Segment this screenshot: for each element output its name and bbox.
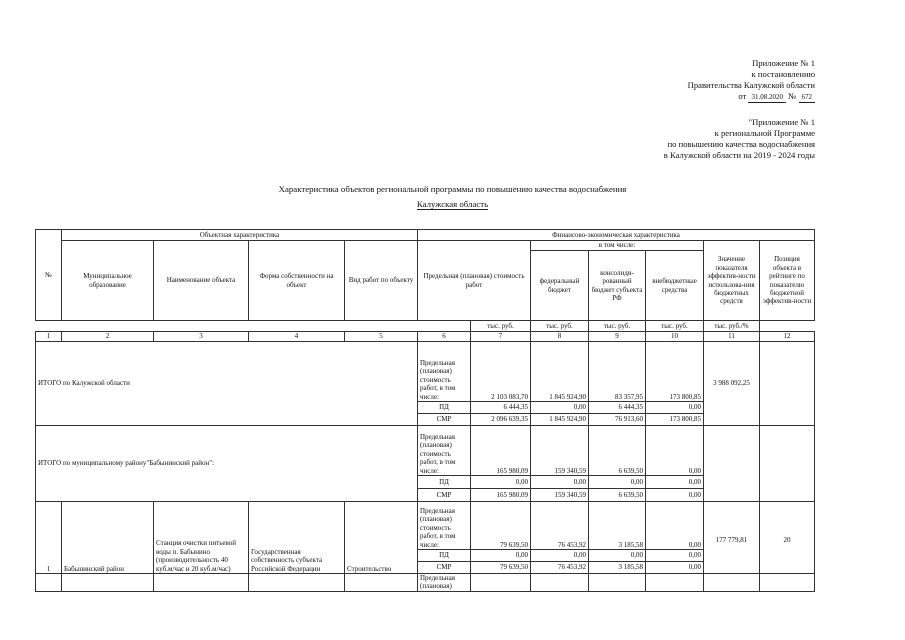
total-region-label: ИТОГО по Калужской области: [36, 342, 418, 426]
program-appendix-line-1: "Приложение № 1: [748, 117, 815, 127]
header-including: в том числе:: [531, 241, 704, 251]
total-region-smr-consolidated: 76 913,60: [589, 414, 646, 426]
pd-label: ПД: [418, 476, 471, 489]
cell: [345, 574, 418, 592]
cell: [249, 574, 345, 592]
object-ownership: Государственная собственность субъекта Российской Федерации: [249, 502, 345, 574]
total-region-pd-federal: 0,00: [531, 402, 589, 414]
total-district-indicator: [704, 426, 760, 502]
object-federal: 76 453,92: [531, 502, 589, 550]
cost-total-label: Предельная (плановая) стоимость работ, в том числе:: [418, 342, 471, 402]
unit-col-10: тыс. руб.: [646, 321, 704, 332]
total-region-pd-cost: 6 444,35: [471, 402, 531, 414]
total-region-federal: 1 845 924,90: [531, 342, 589, 402]
header-federal: федеральный бюджет: [531, 251, 589, 321]
total-region-consolidated: 83 357,95: [589, 342, 646, 402]
col-number: 5: [345, 332, 418, 342]
col-number: 3: [154, 332, 249, 342]
col-number: 9: [589, 332, 646, 342]
header-consolidated: консолиди-рованный бюджет субъекта РФ: [589, 251, 646, 321]
program-appendix-line-3: по повышению качества водоснабжения: [667, 139, 815, 149]
header-ownership: Форма собственности на объект: [249, 241, 345, 321]
objects-table: [35, 229, 815, 592]
cell: [471, 574, 531, 592]
appendix-line-2: к постановлению: [751, 69, 815, 79]
total-district-label: ИТОГО по муниципальному району"Бабынинский район":: [36, 426, 418, 502]
cell: [62, 574, 154, 592]
col-number: 6: [418, 332, 471, 342]
smr-label: СМР: [418, 489, 471, 502]
smr-label: СМР: [418, 414, 471, 426]
cell: [646, 574, 704, 592]
unit-col-11: тыс. руб./%: [704, 321, 760, 332]
object-pd-cost: 0,00: [471, 550, 531, 562]
total-district-federal: 159 340,59: [531, 426, 589, 476]
object-work-type: Строительство: [345, 502, 418, 574]
total-district-pd-federal: 0,00: [531, 476, 589, 489]
cell: [760, 574, 815, 592]
total-district-smr-cost: 165 980,09: [471, 489, 531, 502]
table-row: [36, 426, 815, 476]
object-name: Станция очистки питьевой воды п. Бабынино (производительность 40 куб.м/час и 20 куб.м/час): [154, 502, 249, 574]
header-max-cost: Предельная (плановая) стоимость работ: [418, 241, 531, 321]
table-row: [36, 502, 815, 550]
cell: [589, 574, 646, 592]
total-region-smr-extrabudget: 173 800,85: [646, 414, 704, 426]
appendix-block: [688, 58, 815, 103]
cost-total-label: Предельная (плановая) стоимость работ, в том числе:: [418, 502, 471, 550]
object-cost: 79 639,50: [471, 502, 531, 550]
object-position: 20: [760, 502, 815, 574]
document-region: [0, 199, 905, 209]
date-prefix: от: [738, 91, 747, 101]
decree-number: 672: [799, 93, 816, 103]
unit-col-8: тыс. руб.: [531, 321, 589, 332]
total-region-cost: 2 103 083,70: [471, 342, 531, 402]
column-number-row: [36, 332, 815, 342]
total-region-smr-cost: 2 096 639,35: [471, 414, 531, 426]
total-region-smr-federal: 1 845 924,90: [531, 414, 589, 426]
decree-date: 31.08.2020: [748, 93, 786, 103]
total-district-smr-federal: 159 340,59: [531, 489, 589, 502]
col-number: 10: [646, 332, 704, 342]
region-name: Калужская область: [416, 199, 489, 209]
object-indicator: 177 779,81: [704, 502, 760, 574]
next-row-label: Предельная (плановая): [418, 574, 471, 592]
unit-col-7: тыс. руб.: [471, 321, 531, 332]
header-object-characteristics: Объектная характеристика: [62, 230, 418, 241]
table-row: [36, 342, 815, 402]
col-number: 11: [704, 332, 760, 342]
total-district-smr-extrabudget: 0,00: [646, 489, 704, 502]
total-region-extrabudget: 173 800,85: [646, 342, 704, 402]
total-district-smr-consolidated: 6 639,50: [589, 489, 646, 502]
col-number: 8: [531, 332, 589, 342]
appendix-line-3: Правительства Калужской области: [687, 80, 815, 90]
smr-label: СМР: [418, 562, 471, 574]
object-pd-consolidated: 0,00: [589, 550, 646, 562]
header-extrabudget: внебюджетные средства: [646, 251, 704, 321]
col-number: 12: [760, 332, 815, 342]
object-consolidated: 3 185,58: [589, 502, 646, 550]
header-position: Позиция объекта в рейтинге по показателю бюджетной эффектив-ности: [760, 241, 815, 321]
total-region-position: [760, 342, 815, 426]
total-district-extrabudget: 0,00: [646, 426, 704, 476]
program-appendix-line-4: в Калужской области на 2019 - 2024 годы: [663, 150, 815, 160]
object-pd-federal: 0,00: [531, 550, 589, 562]
col-number: 4: [249, 332, 345, 342]
cell: [154, 574, 249, 592]
header-num: №: [36, 230, 62, 321]
document-title: Характеристика объектов региональной программы по повышению качества водоснабжения: [278, 184, 627, 194]
program-appendix-line-2: к региональной Программе: [714, 128, 815, 138]
total-district-position: [760, 426, 815, 502]
object-smr-extrabudget: 0,00: [646, 562, 704, 574]
total-district-pd-extrabudget: 0,00: [646, 476, 704, 489]
total-district-cost: 165 980,09: [471, 426, 531, 476]
object-pd-extrabudget: 0,00: [646, 550, 704, 562]
cost-total-label: Предельная (плановая) стоимость работ, в том числе:: [418, 426, 471, 476]
header-municipality: Муниципальное образование: [62, 241, 154, 321]
unit-col-9: тыс. руб.: [589, 321, 646, 332]
col-number: 1: [36, 332, 62, 342]
header-indicator: Значение показателя эффектив-ности использова-ния бюджетных средств: [704, 241, 760, 321]
program-appendix-block: [664, 117, 815, 161]
object-smr-consolidated: 3 185,58: [589, 562, 646, 574]
total-district-pd-cost: 0,00: [471, 476, 531, 489]
object-smr-federal: 76 453,92: [531, 562, 589, 574]
appendix-date-line: [738, 91, 815, 103]
object-municipality: Бабынинский район: [62, 502, 154, 574]
table-row: [36, 574, 815, 592]
cell: [531, 574, 589, 592]
appendix-line-1: Приложение № 1: [752, 58, 815, 68]
header-work-type: Вид работ по объекту: [345, 241, 418, 321]
header-object-name: Наименование объекта: [154, 241, 249, 321]
pd-label: ПД: [418, 402, 471, 414]
cell: [704, 574, 760, 592]
pd-label: ПД: [418, 550, 471, 562]
total-region-pd-extrabudget: 0,00: [646, 402, 704, 414]
col-number: 2: [62, 332, 154, 342]
object-num: 1: [36, 502, 62, 574]
header-financial-characteristics: Финансово-экономическая характеристика: [418, 230, 815, 241]
object-extrabudget: 0,00: [646, 502, 704, 550]
col-number: 7: [471, 332, 531, 342]
object-smr-cost: 79 639,50: [471, 562, 531, 574]
total-region-indicator: 3 988 092,25: [704, 342, 760, 426]
total-region-pd-consolidated: 6 444,35: [589, 402, 646, 414]
cell: [36, 574, 62, 592]
total-district-pd-consolidated: 0,00: [589, 476, 646, 489]
total-district-consolidated: 6 639,50: [589, 426, 646, 476]
number-prefix: №: [788, 91, 797, 101]
